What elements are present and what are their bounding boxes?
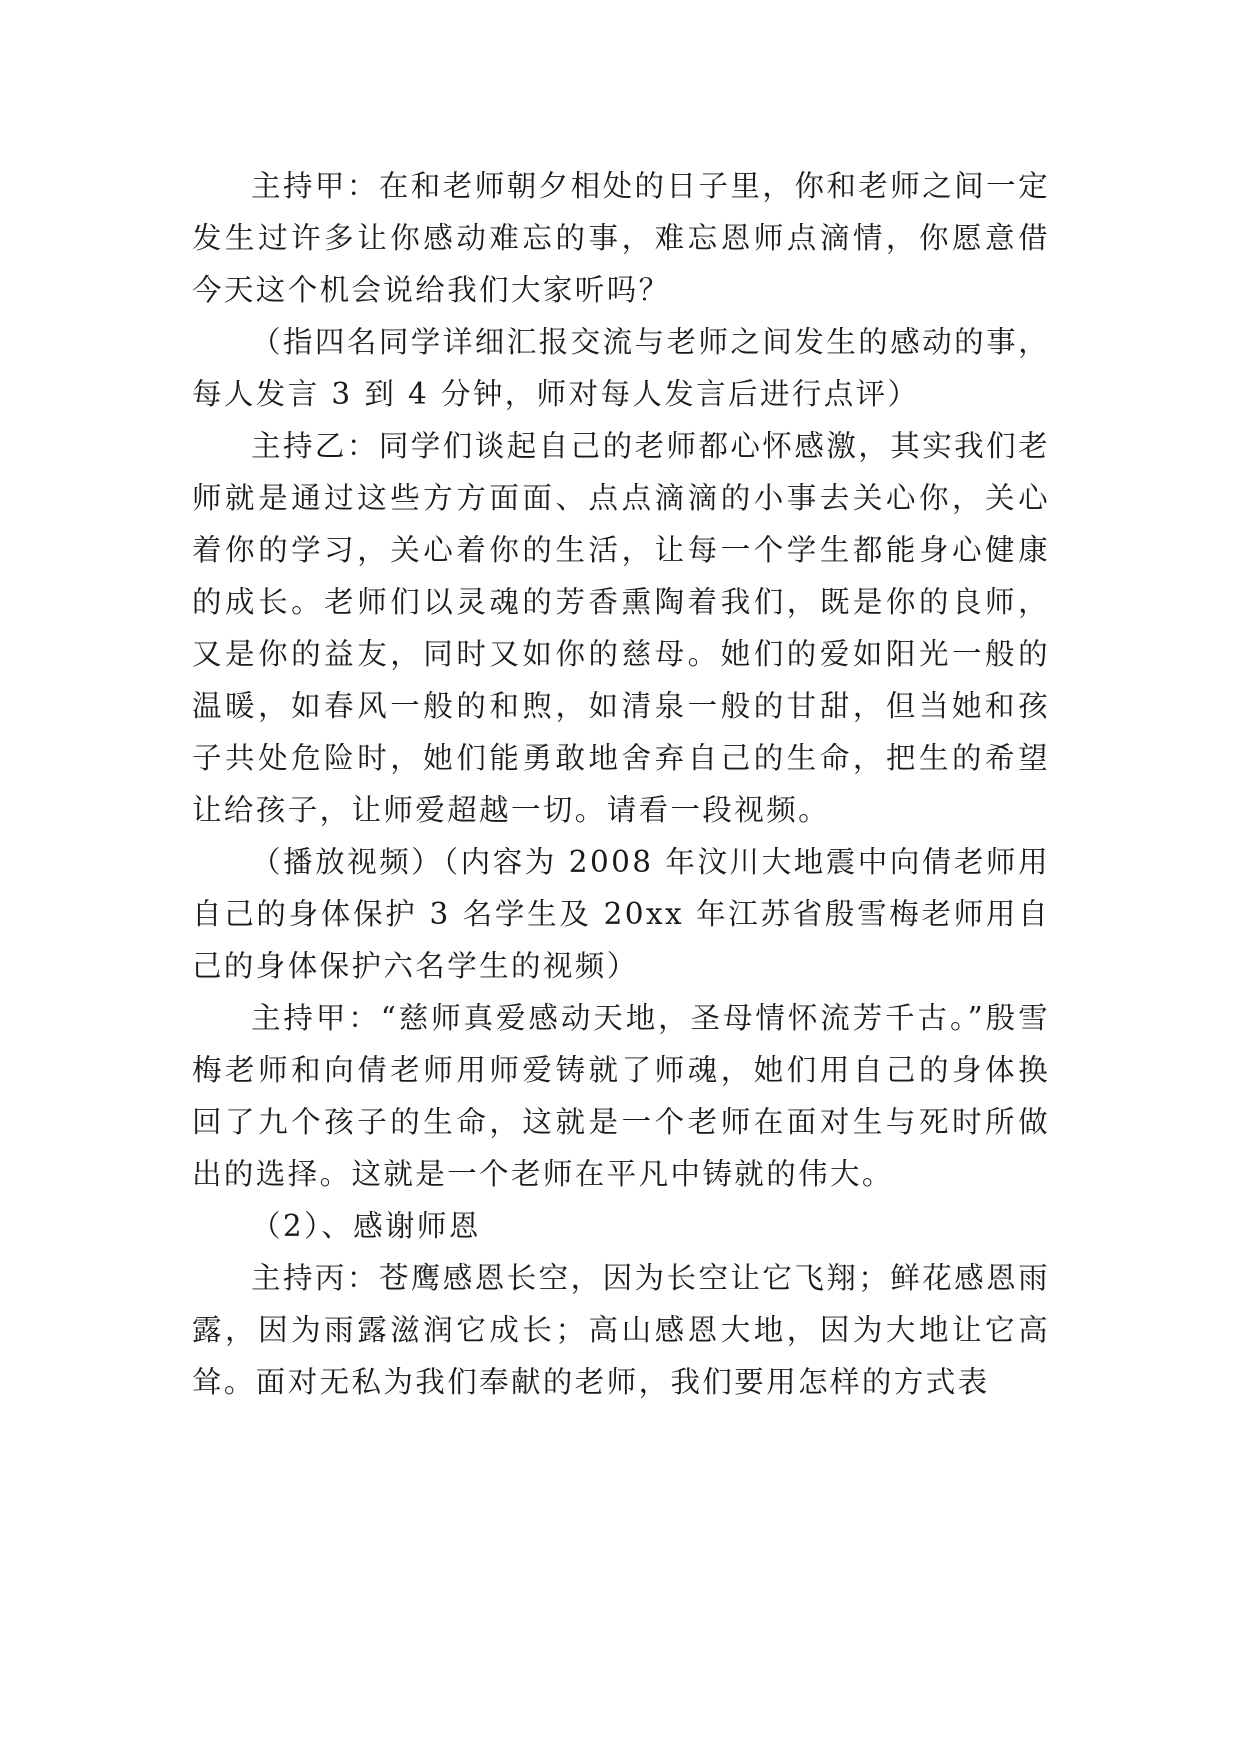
paragraph-host-b-teacher-love: 主持乙：同学们谈起自己的老师都心怀感激，其实我们老师就是通过这些方方面面、点点滴滴的小事去关心你，关心着你的学习，关心着你的生活，让每一个学生都能身心健康的成长。老师们以灵魂的芳香熏陶着我们，既是你的良师，又是你的益友，同时又如你的慈母。她们的爱如阳光一般的温暖，如春风一般的和煦，如清泉一般的甘甜，但当她和孩子共处危险时，她们能勇敢地舍弃自己的生命，把生的希望让给孩子，让师爱超越一切。请看一段视频。 — [192, 429, 1050, 827]
paragraph-host-c-gratitude: 主持丙：苍鹰感恩长空，因为长空让它飞翔；鲜花感恩雨露，因为雨露滋润它成长；高山感恩大地，因为大地让它高耸。面对无私为我们奉献的老师，我们要用怎样的方式表 — [192, 1261, 1050, 1399]
document-body — [192, 160, 1050, 1408]
paragraph-student-reports-note: （指四名同学详细汇报交流与老师之间发生的感动的事，每人发言 3 到 4 分钟，师对每人发言后进行点评） — [192, 325, 1050, 411]
paragraph-video-note: （播放视频）（内容为 2008 年汶川大地震中向倩老师用自己的身体保护 3 名学生及 20xx 年江苏省殷雪梅老师用自己的身体保护六名学生的视频） — [192, 845, 1050, 983]
paragraph-host-a-memories: 主持甲：在和老师朝夕相处的日子里，你和老师之间一定发生过许多让你感动难忘的事，难忘恩师点滴情，你愿意借今天这个机会说给我们大家听吗？ — [192, 169, 1050, 307]
section-heading-thank-teachers: （2）、感谢师恩 — [251, 1209, 481, 1243]
paragraph-host-a-tribute: 主持甲：“慈师真爱感动天地，圣母情怀流芳千古。”殷雪梅老师和向倩老师用师爱铸就了师魂，她们用自己的身体换回了九个孩子的生命，这就是一个老师在面对生与死时所做出的选择。这就是一个老师在平凡中铸就的伟大。 — [192, 1001, 1050, 1191]
